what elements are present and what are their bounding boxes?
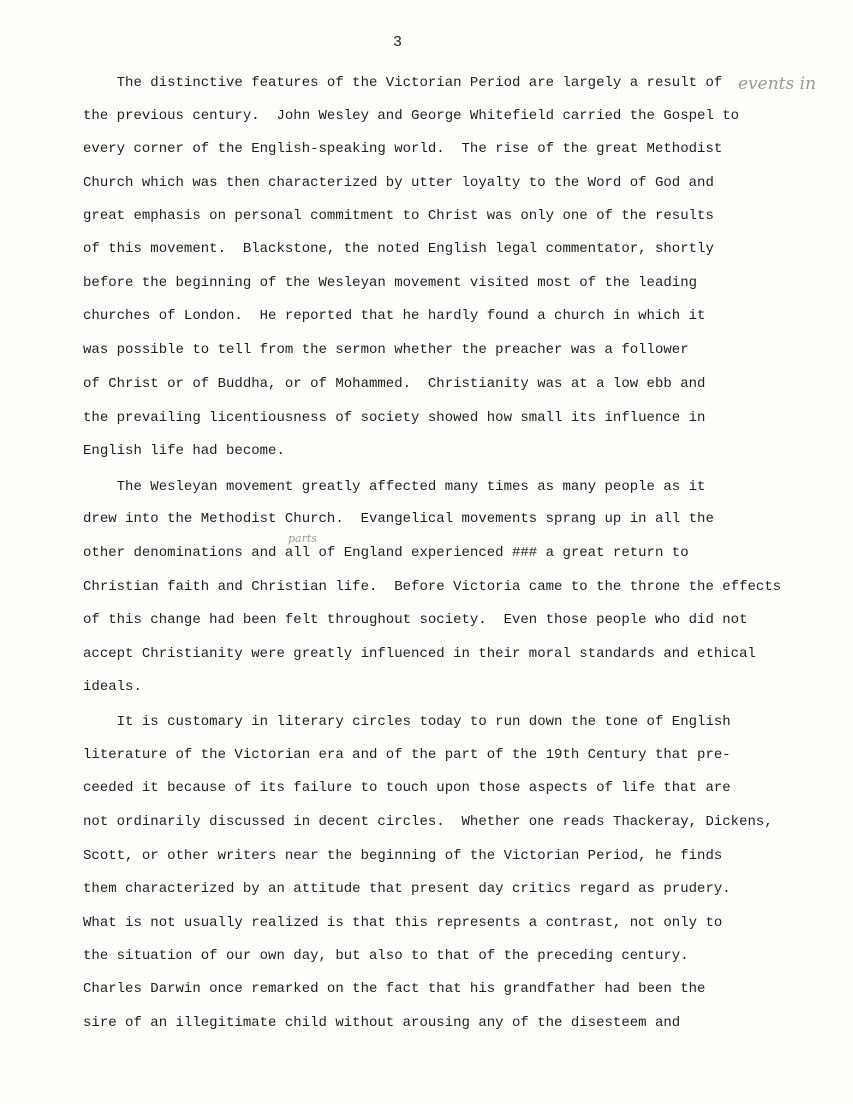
text-line: Scott, or other writers near the beginning of the Victorian Period, he finds (83, 848, 723, 864)
text-line: the situation of our own day, but also to that of the preceding century. (83, 948, 689, 964)
text-line: the prevailing licentiousness of society showed how small its influence in (83, 410, 706, 426)
text-line: great emphasis on personal commitment to Christ was only one of the results (83, 208, 714, 224)
text-line: Charles Darwin once remarked on the fact that his grandfather had been the (83, 981, 706, 997)
text-line: Christian faith and Christian life. Before Victoria came to the throne the effects (83, 579, 782, 595)
text-line: ceeded it because of its failure to touch upon those aspects of life that are (83, 780, 731, 796)
text-line: sire of an illegitimate child without arousing any of the disesteem and (83, 1015, 681, 1031)
text-line: What is not usually realized is that this represents a contrast, not only to (83, 915, 723, 931)
text-line: every corner of the English-speaking world. The rise of the great Methodist (83, 141, 723, 157)
text-line: drew into the Methodist Church. Evangelical movements sprang up in all the (83, 511, 714, 527)
text-line: Church which was then characterized by utter loyalty to the Word of God and (83, 175, 714, 191)
text-line: The distinctive features of the Victorian Period are largely a result of (83, 75, 723, 91)
text-line: before the beginning of the Wesleyan movement visited most of the leading (83, 275, 698, 291)
text-line: literature of the Victorian era and of the part of the 19th Century that pre- (83, 747, 731, 763)
text-line: English life had become. (83, 443, 285, 459)
text-line: not ordinarily discussed in decent circles. Whether one reads Thackeray, Dickens, (83, 814, 773, 830)
text-line: was possible to tell from the sermon whether the preacher was a follower (83, 342, 689, 358)
text-line: It is customary in literary circles today to run down the tone of English (83, 714, 731, 730)
text-line: of Christ or of Buddha, or of Mohammed. Christianity was at a low ebb and (83, 376, 706, 392)
text-line: them characterized by an attitude that present day critics regard as prudery. (83, 881, 731, 897)
text-line: accept Christianity were greatly influenced in their moral standards and ethical (83, 646, 756, 662)
text-line: of this movement. Blackstone, the noted English legal commentator, shortly (83, 241, 714, 257)
page-number: 3 (393, 34, 403, 51)
text-line: of this change had been felt throughout society. Even those people who did not (83, 612, 748, 628)
handwritten-insertion: events in (738, 74, 817, 94)
handwritten-insertion: parts (288, 532, 317, 545)
text-line: churches of London. He reported that he hardly found a church in which it (83, 308, 706, 324)
text-line: The Wesleyan movement greatly affected many times as many people as it (83, 479, 706, 495)
text-line: the previous century. John Wesley and George Whitefield carried the Gospel to (83, 108, 740, 124)
text-line: ideals. (83, 679, 142, 695)
text-line: other denominations and all of England experienced ### a great return to (83, 545, 689, 561)
